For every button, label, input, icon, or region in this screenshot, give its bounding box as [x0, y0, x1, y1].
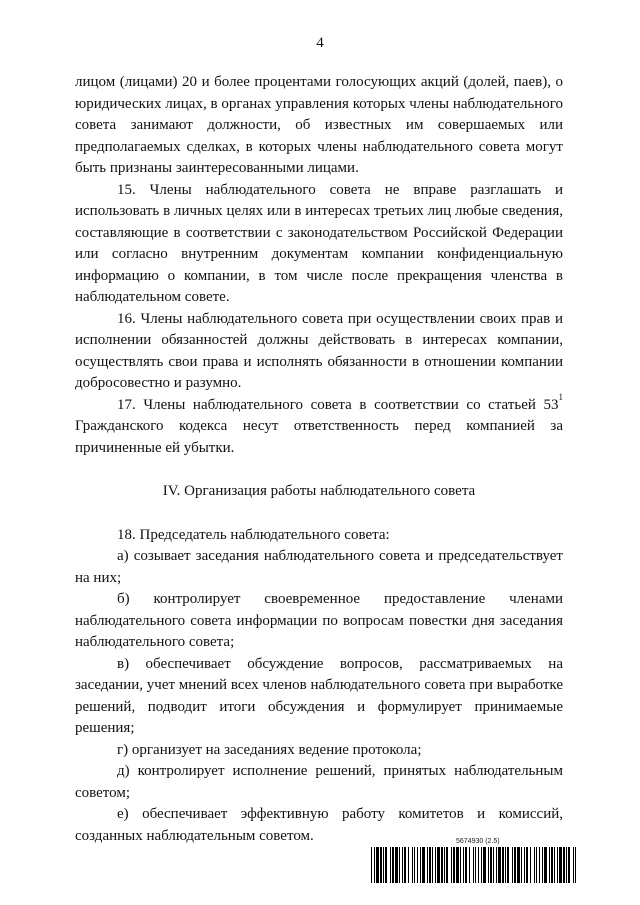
barcode-block — [371, 838, 576, 883]
item-a: а) созывает заседания наблюдательного совета и председательствует на них; — [75, 548, 563, 586]
paragraph-14-continuation: лицом (лицами) 20 и более процентами голосующих акций (долей, паев), о юридических лицах, в органах управления которых члены наблюдательного совета занимают должности, об известных им совершаемых или предполагаемых сделках, в которых члены наблюдательного совета могут быть признаны заинтересованными лицами. — [75, 74, 563, 176]
paragraph-15: 15. Члены наблюдательного совета не вправе разглашать и использовать в личных целях или в интересах третьих лиц любые сведения, составляющие в соответствии с законодательством Российской Федерации или согласно внутренним документам компании конфиденциальную информацию о компании, в том числе после прекращения членства в наблюдательном совете. — [75, 181, 563, 305]
paragraph-17 — [75, 391, 563, 460]
paragraph-16: 16. Члены наблюдательного совета при осуществлении своих прав и исполнении обязанностей должны действовать в интересах компании, осуществлять свои права и исполнять обязанности в отношении компании добросовестно и разумно. — [75, 310, 563, 391]
item-b: б) контролирует своевременное предоставление членами наблюдательного совета информации по вопросам повестки дня заседания наблюдательного совета; — [75, 591, 563, 650]
item-e: е) обеспечивает эффективную работу комитетов и комиссий, созданных наблюдательным советом. — [75, 806, 563, 844]
paragraph-18: 18. Председатель наблюдательного совета: — [117, 526, 390, 543]
document-body — [75, 72, 563, 847]
item-g: г) организует на заседаниях ведение протокола; — [117, 741, 422, 758]
page-number: 4 — [316, 35, 324, 51]
section-heading: IV. Организация работы наблюдательного совета — [162, 483, 476, 499]
barcode — [371, 847, 576, 883]
paragraph-17-text-cont: Гражданского кодекса несут ответственность перед компанией за причиненные ей убытки. — [75, 418, 563, 456]
barcode-label: 5674930 (2.5) — [456, 838, 500, 845]
item-v: в) обеспечивает обсуждение вопросов, рассматриваемых на заседании, учет мнений всех членов наблюдательного совета при выработке решений, подводит итоги обсуждения и формулирует принимаемые решения; — [75, 655, 563, 736]
footnote-superscript: 1 — [558, 391, 563, 402]
item-d: д) контролирует исполнение решений, принятых наблюдательным советом; — [75, 763, 563, 801]
paragraph-17-text: 17. Члены наблюдательного совета в соответствии со статьей 53 — [117, 396, 559, 413]
